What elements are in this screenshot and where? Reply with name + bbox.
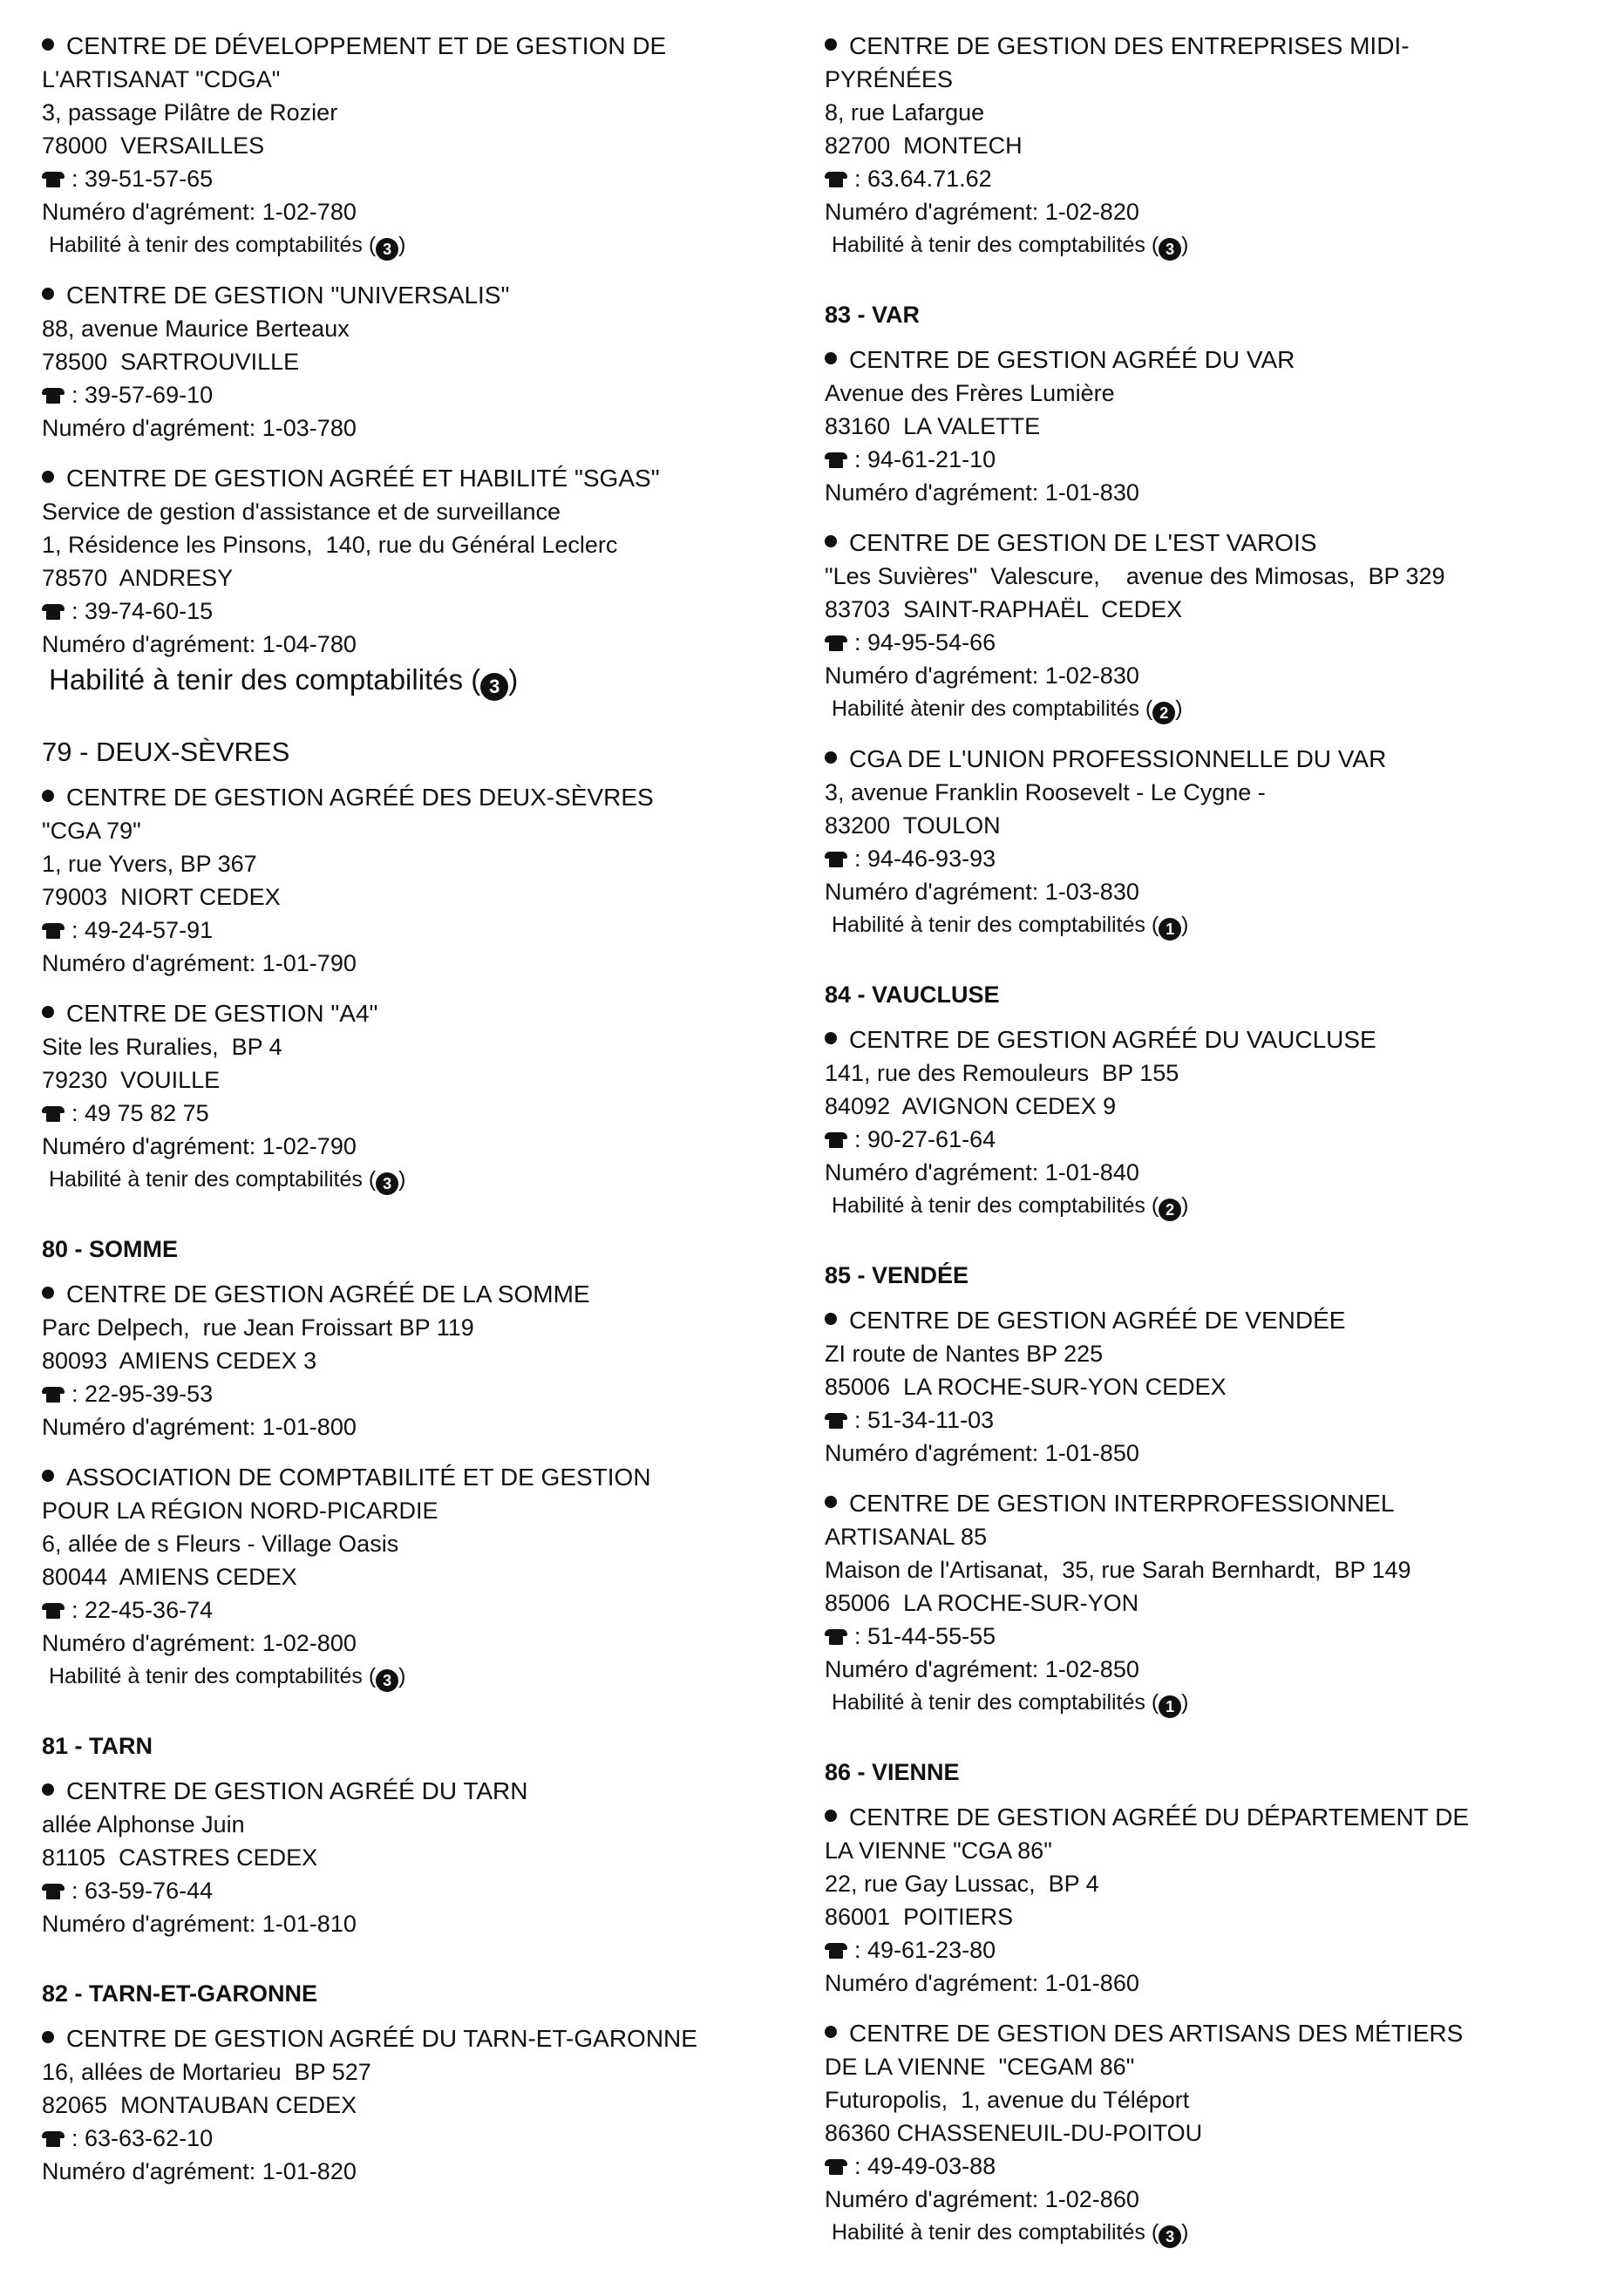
circled-number-icon: 2: [1152, 702, 1175, 724]
entry-line: 86001 POITIERS: [825, 1904, 1014, 1930]
entry-line: Numéro d'agrément: 1-02-790: [42, 1133, 357, 1159]
telephone-icon: [825, 2159, 847, 2175]
entry-name: [42, 279, 809, 312]
entry-name-text: CGA DE L'UNION PROFESSIONNELLE DU VAR: [849, 745, 1387, 772]
phone-number: : 94-61-21-10: [854, 446, 996, 472]
directory-entry: [825, 30, 1592, 262]
accounting-authorization: [42, 1660, 809, 1693]
entry-name: [42, 997, 809, 1030]
entry-name-text: CENTRE DE GESTION AGRÉÉ ET HABILITÉ "SGAS": [66, 465, 660, 492]
entry-line: Avenue des Frères Lumière: [825, 380, 1115, 406]
entry-line: ARTISANAL 85: [825, 1524, 988, 1550]
entry-line: 78000 VERSAILLES: [42, 132, 265, 159]
circled-number-icon: 3: [376, 238, 398, 261]
entry-name-text: CENTRE DE GESTION AGRÉÉ DES DEUX-SÈVRES: [66, 784, 654, 811]
bullet-icon: [825, 2026, 837, 2038]
bullet-icon: [825, 1496, 837, 1508]
entry-line: Numéro d'agrément: 1-04-780: [42, 631, 357, 657]
telephone-icon: [825, 852, 847, 867]
department-heading: 79 - DEUX-SÈVRES: [42, 737, 290, 767]
authorization-text: Habilité à tenir des comptabilités (: [832, 1193, 1159, 1218]
bullet-icon: [825, 751, 837, 764]
bullet-icon: [42, 1006, 54, 1018]
phone-number: : 51-44-55-55: [854, 1623, 996, 1649]
phone-line: [42, 594, 809, 628]
authorization-close: ): [508, 663, 519, 696]
bullet-icon: [825, 1032, 837, 1044]
authorization-close: ): [1175, 696, 1183, 721]
bullet-icon: [42, 1470, 54, 1482]
telephone-icon: [825, 1413, 847, 1429]
entry-line: POUR LA RÉGION NORD-PICARDIE: [42, 1498, 438, 1524]
directory-entry: [825, 1023, 1592, 1222]
entry-line: allée Alphonse Juin: [42, 1811, 245, 1837]
phone-line: [825, 443, 1592, 476]
accounting-authorization: [825, 908, 1592, 941]
authorization-text: Habilité à tenir des comptabilités (: [49, 1167, 377, 1192]
entry-line: 6, allée de s Fleurs - Village Oasis: [42, 1531, 399, 1557]
telephone-icon: [42, 1387, 65, 1403]
entry-line: 3, passage Pilâtre de Rozier: [42, 99, 338, 126]
telephone-icon: [825, 172, 847, 187]
entry-line: DE LA VIENNE "CEGAM 86": [825, 2054, 1135, 2080]
entry-name: [825, 343, 1592, 377]
entry-line: Numéro d'agrément: 1-01-830: [825, 479, 1139, 506]
phone-number: : 63.64.71.62: [854, 166, 992, 192]
entry-line: Numéro d'agrément: 1-01-820: [42, 2158, 357, 2184]
entry-line: 80044 AMIENS CEDEX: [42, 1564, 297, 1590]
bullet-icon: [42, 2031, 54, 2043]
entry-line: 78570 ANDRESY: [42, 565, 234, 591]
accounting-authorization: [825, 1189, 1592, 1222]
entry-name-text: CENTRE DE GESTION AGRÉÉ DE LA SOMME: [66, 1280, 590, 1308]
entry-line: 88, avenue Maurice Berteaux: [42, 316, 350, 342]
phone-number: : 39-51-57-65: [71, 166, 214, 192]
department-heading: 80 - SOMME: [42, 1236, 179, 1262]
entry-line: Numéro d'agrément: 1-02-820: [825, 199, 1139, 225]
circled-number-icon: 3: [1159, 238, 1181, 261]
phone-number: : 22-45-36-74: [71, 1597, 214, 1623]
entry-line: 3, avenue Franklin Roosevelt - Le Cygne -: [825, 779, 1266, 805]
telephone-icon: [825, 635, 847, 651]
entry-name-text: CENTRE DE GESTION AGRÉÉ DU VAUCLUSE: [849, 1026, 1376, 1053]
bullet-icon: [825, 1810, 837, 1822]
accounting-authorization: [825, 2216, 1592, 2249]
phone-line: [42, 914, 809, 947]
authorization-close: ): [398, 233, 406, 257]
entry-line: Futuropolis, 1, avenue du Téléport: [825, 2087, 1190, 2113]
phone-number: : 51-34-11-03: [854, 1407, 995, 1433]
telephone-icon: [825, 1132, 847, 1148]
authorization-text: Habilité à tenir des comptabilités (: [832, 2220, 1159, 2245]
telephone-icon: [42, 1884, 65, 1899]
bullet-icon: [42, 471, 54, 483]
entry-name-text: CENTRE DE GESTION "A4": [66, 1000, 378, 1027]
entry-line: 83703 SAINT-RAPHAËL CEDEX: [825, 596, 1183, 622]
entry-name: [42, 781, 809, 814]
entry-line: Numéro d'agrément: 1-01-810: [42, 1911, 357, 1937]
entry-line: Service de gestion d'assistance et de surveillance: [42, 499, 561, 525]
bullet-icon: [825, 38, 837, 51]
accounting-authorization: [825, 228, 1592, 262]
directory-entry: [42, 1278, 809, 1443]
directory-entry: [42, 279, 809, 445]
directory-entry: [42, 1775, 809, 1940]
bullet-icon: [825, 1313, 837, 1325]
entry-name: [825, 1304, 1592, 1337]
accounting-authorization: [42, 228, 809, 262]
entry-line: 22, rue Gay Lussac, BP 4: [825, 1871, 1099, 1897]
bullet-icon: [42, 288, 54, 300]
entry-line: Maison de l'Artisanat, 35, rue Sarah Bernhardt, BP 149: [825, 1557, 1411, 1583]
entry-name: [825, 743, 1592, 776]
entry-line: 83160 LA VALETTE: [825, 413, 1041, 439]
phone-number: : 49 75 82 75: [71, 1100, 209, 1126]
entry-line: 80093 AMIENS CEDEX 3: [42, 1348, 317, 1374]
phone-line: [42, 162, 809, 195]
bullet-icon: [42, 1783, 54, 1796]
entry-line: Site les Ruralies, BP 4: [42, 1034, 282, 1060]
department-heading: 86 - VIENNE: [825, 1759, 960, 1785]
phone-number: : 90-27-61-64: [854, 1126, 996, 1152]
accounting-authorization: [825, 1686, 1592, 1719]
circled-number-icon: 2: [1159, 1199, 1181, 1221]
directory-entry: [42, 30, 809, 262]
accounting-authorization: [825, 692, 1592, 725]
entry-name: [825, 1023, 1592, 1056]
phone-line: [42, 1377, 809, 1410]
entry-name: [825, 2017, 1592, 2050]
bullet-icon: [42, 38, 54, 51]
authorization-close: ): [1181, 233, 1189, 257]
phone-number: : 94-46-93-93: [854, 846, 996, 872]
entry-line: Numéro d'agrément: 1-02-830: [825, 662, 1139, 689]
telephone-icon: [42, 1106, 65, 1122]
phone-line: [825, 1123, 1592, 1156]
entry-name-text: CENTRE DE GESTION "UNIVERSALIS": [66, 282, 510, 309]
entry-line: 79230 VOUILLE: [42, 1067, 221, 1093]
entry-line: 86360 CHASSENEUIL-DU-POITOU: [825, 2120, 1203, 2146]
entry-line: Numéro d'agrément: 1-01-840: [825, 1159, 1139, 1185]
entry-name-text: ASSOCIATION DE COMPTABILITÉ ET DE GESTION: [66, 1464, 651, 1491]
entry-name-text: CENTRE DE GESTION INTERPROFESSIONNEL: [849, 1490, 1395, 1517]
directory-entry: [42, 781, 809, 980]
phone-line: [42, 378, 809, 411]
circled-number-icon: 3: [376, 1669, 398, 1692]
entry-line: 1, rue Yvers, BP 367: [42, 851, 257, 877]
authorization-text: Habilité àtenir des comptabilités (: [832, 696, 1153, 721]
phone-number: : 94-95-54-66: [854, 629, 996, 656]
authorization-close: ): [1181, 913, 1189, 937]
entry-line: 8, rue Lafargue: [825, 99, 985, 126]
entry-line: 84092 AVIGNON CEDEX 9: [825, 1093, 1117, 1119]
circled-number-icon: 3: [480, 673, 508, 701]
entry-name: [825, 30, 1592, 63]
entry-line: ZI route de Nantes BP 225: [825, 1341, 1104, 1367]
entry-line: 16, allées de Mortarieu BP 527: [42, 2059, 371, 2085]
entry-name-text: CENTRE DE GESTION AGRÉÉ DE VENDÉE: [849, 1307, 1346, 1334]
entry-name: [42, 462, 809, 495]
phone-line: [42, 1593, 809, 1627]
circled-number-icon: 3: [376, 1172, 398, 1195]
authorization-text: Habilité à tenir des comptabilités (: [832, 913, 1159, 937]
entry-name-text: CENTRE DE GESTION AGRÉÉ DU TARN: [66, 1777, 528, 1804]
entry-name-text: CENTRE DE DÉVELOPPEMENT ET DE GESTION DE: [66, 32, 667, 59]
authorization-text: Habilité à tenir des comptabilités (: [49, 1664, 377, 1688]
entry-line: 141, rue des Remouleurs BP 155: [825, 1060, 1179, 1086]
phone-number: : 49-24-57-91: [71, 917, 214, 943]
phone-line: [825, 1403, 1592, 1437]
entry-line: 82700 MONTECH: [825, 132, 1023, 159]
accounting-authorization: [42, 661, 809, 701]
phone-line: [825, 842, 1592, 875]
entry-line: L'ARTISANAT "CDGA": [42, 66, 281, 92]
entry-line: Numéro d'agrément: 1-01-860: [825, 1970, 1139, 1996]
authorization-close: ): [1181, 1193, 1189, 1218]
telephone-icon: [42, 172, 65, 187]
entry-line: 85006 LA ROCHE-SUR-YON: [825, 1590, 1139, 1616]
telephone-icon: [42, 1603, 65, 1619]
authorization-text: Habilité à tenir des comptabilités (: [832, 233, 1159, 257]
entry-line: "CGA 79": [42, 818, 141, 844]
bullet-icon: [825, 535, 837, 547]
entry-line: Numéro d'agrément: 1-02-800: [42, 1630, 357, 1656]
telephone-icon: [42, 923, 65, 939]
entry-line: 78500 SARTROUVILLE: [42, 349, 300, 375]
phone-line: [825, 162, 1592, 195]
telephone-icon: [825, 1629, 847, 1645]
department-heading: 84 - VAUCLUSE: [825, 982, 1000, 1008]
department-heading: 81 - TARN: [42, 1733, 153, 1759]
department-heading: 85 - VENDÉE: [825, 1262, 969, 1288]
entry-line: "Les Suvières" Valescure, avenue des Mimosas, BP 329: [825, 563, 1445, 589]
entry-line: 85006 LA ROCHE-SUR-YON CEDEX: [825, 1374, 1227, 1400]
phone-line: [825, 626, 1592, 659]
directory-entry: [825, 743, 1592, 941]
telephone-icon: [42, 388, 65, 404]
directory-entry: [42, 462, 809, 701]
left-column: [42, 30, 809, 2205]
entry-line: Numéro d'agrément: 1-02-780: [42, 199, 357, 225]
entry-line: Numéro d'agrément: 1-03-780: [42, 415, 357, 441]
telephone-icon: [825, 452, 847, 468]
entry-name: [42, 1278, 809, 1311]
directory-entry: [42, 2022, 809, 2188]
entry-line: Numéro d'agrément: 1-03-830: [825, 879, 1139, 905]
entry-name-text: CENTRE DE GESTION DE L'EST VAROIS: [849, 529, 1317, 556]
entry-name-text: CENTRE DE GESTION AGRÉÉ DU VAR: [849, 346, 1295, 373]
entry-line: 82065 MONTAUBAN CEDEX: [42, 2092, 357, 2118]
bullet-icon: [42, 790, 54, 802]
authorization-text: Habilité à tenir des comptabilités (: [49, 663, 481, 696]
entry-line: Numéro d'agrément: 1-02-850: [825, 1656, 1139, 1682]
authorization-text: Habilité à tenir des comptabilités (: [49, 233, 377, 257]
authorization-close: ): [1181, 1690, 1189, 1715]
entry-line: Numéro d'agrément: 1-01-790: [42, 950, 357, 976]
directory-entry: [825, 1487, 1592, 1719]
entry-name-text: CENTRE DE GESTION AGRÉÉ DU TARN-ET-GARONNE: [66, 2025, 697, 2052]
department-heading: 82 - TARN-ET-GARONNE: [42, 1980, 318, 2007]
entry-name: [42, 1775, 809, 1808]
authorization-close: ): [398, 1167, 406, 1192]
entry-name: [42, 1461, 809, 1494]
entry-name: [825, 526, 1592, 560]
entry-name: [42, 30, 809, 63]
department-heading: 83 - VAR: [825, 302, 921, 328]
phone-line: [825, 2150, 1592, 2183]
circled-number-icon: 1: [1159, 1695, 1181, 1718]
accounting-authorization: [42, 1163, 809, 1196]
phone-number: : 49-61-23-80: [854, 1937, 996, 1963]
telephone-icon: [42, 604, 65, 620]
phone-line: [825, 1620, 1592, 1653]
phone-line: [42, 2122, 809, 2155]
entry-name-text: CENTRE DE GESTION AGRÉÉ DU DÉPARTEMENT DE: [849, 1804, 1470, 1831]
entry-name-text: CENTRE DE GESTION DES ENTREPRISES MIDI-: [849, 32, 1410, 59]
phone-number: : 63-63-62-10: [71, 2125, 214, 2151]
circled-number-icon: 3: [1159, 2225, 1181, 2248]
entry-name-text: CENTRE DE GESTION DES ARTISANS DES MÉTIERS: [849, 2020, 1464, 2047]
phone-line: [42, 1097, 809, 1130]
phone-number: : 63-59-76-44: [71, 1878, 214, 1904]
entry-line: Numéro d'agrément: 1-01-850: [825, 1440, 1139, 1466]
circled-number-icon: 1: [1159, 918, 1181, 941]
directory-entry: [825, 2017, 1592, 2249]
entry-line: LA VIENNE "CGA 86": [825, 1837, 1052, 1864]
entry-line: 1, Résidence les Pinsons, 140, rue du Général Leclerc: [42, 532, 618, 558]
entry-line: Numéro d'agrément: 1-02-860: [825, 2186, 1139, 2212]
phone-line: [42, 1874, 809, 1907]
directory-entry: [825, 343, 1592, 509]
entry-name: [42, 2022, 809, 2055]
phone-number: : 39-57-69-10: [71, 382, 214, 408]
entry-line: 83200 TOULON: [825, 812, 1001, 839]
directory-entry: [42, 997, 809, 1196]
phone-number: : 22-95-39-53: [71, 1381, 214, 1407]
entry-name: [825, 1801, 1592, 1834]
authorization-close: ): [398, 1664, 406, 1688]
phone-number: : 39-74-60-15: [71, 598, 214, 624]
entry-line: Numéro d'agrément: 1-01-800: [42, 1414, 357, 1440]
telephone-icon: [42, 2131, 65, 2147]
authorization-close: ): [1181, 2220, 1189, 2245]
phone-number: : 49-49-03-88: [854, 2153, 996, 2179]
directory-entry: [42, 1461, 809, 1693]
entry-line: PYRÉNÉES: [825, 66, 954, 92]
phone-line: [825, 1933, 1592, 1967]
directory-entry: [825, 526, 1592, 725]
directory-entry: [825, 1304, 1592, 1470]
telephone-icon: [825, 1943, 847, 1959]
bullet-icon: [42, 1287, 54, 1299]
entry-line: Parc Delpech, rue Jean Froissart BP 119: [42, 1314, 474, 1341]
entry-line: 79003 NIORT CEDEX: [42, 884, 281, 910]
authorization-text: Habilité à tenir des comptabilités (: [832, 1690, 1159, 1715]
directory-entry: [825, 1801, 1592, 2000]
entry-line: 81105 CASTRES CEDEX: [42, 1844, 318, 1871]
bullet-icon: [825, 352, 837, 364]
entry-name: [825, 1487, 1592, 1520]
right-column: [825, 30, 1592, 2266]
